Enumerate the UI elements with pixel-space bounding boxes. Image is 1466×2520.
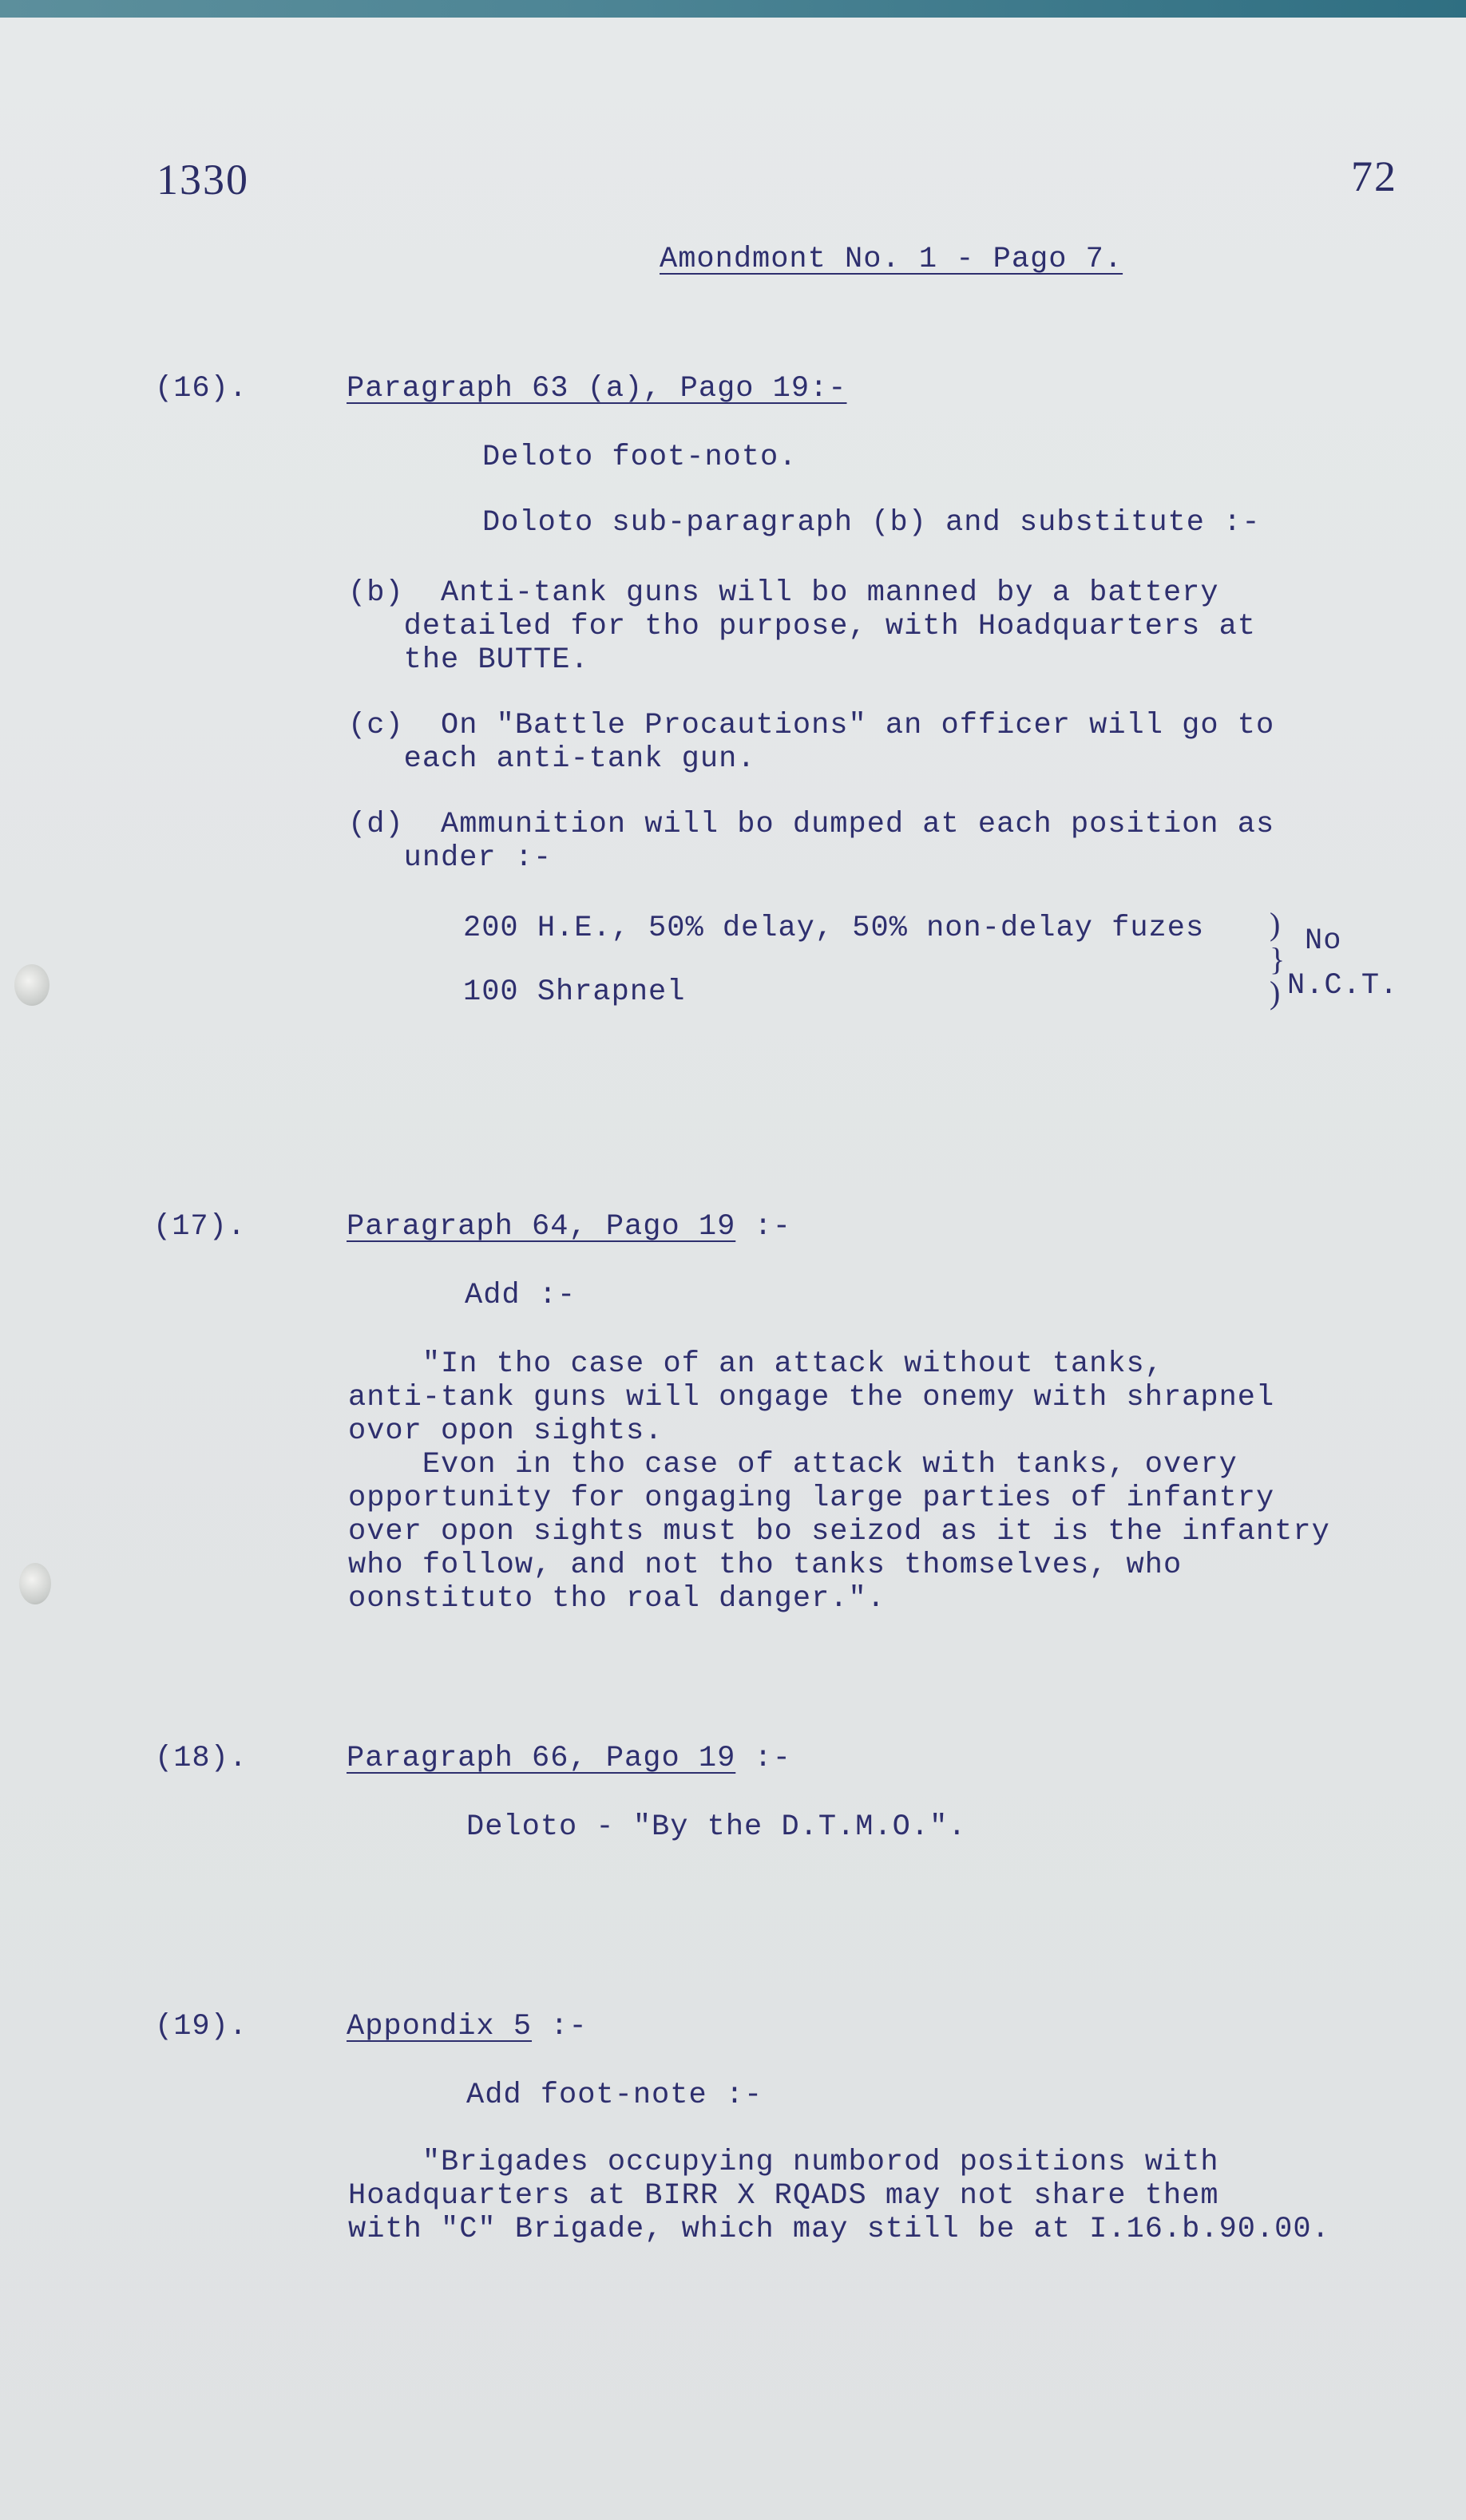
text-line: Hoadquarters at BIRR X RQADS may not share them: [348, 2179, 1219, 2213]
file-number: 1330: [157, 156, 249, 204]
punch-hole-bottom: [19, 1563, 51, 1604]
text-line: the BUTTE.: [348, 643, 589, 677]
item-number-16: (16).: [155, 372, 248, 405]
heading-suffix: :-: [735, 1210, 791, 1244]
item-number-19: (19).: [155, 2010, 248, 2043]
heading-text: Paragraph 66, Pago 19: [347, 1742, 736, 1775]
text-line: who follow, and not tho tanks thomselves, who: [348, 1549, 1183, 1582]
bracket-note: No: [1305, 924, 1342, 958]
heading-suffix: :-: [532, 2010, 588, 2043]
item-number-17: (17).: [153, 1210, 247, 1244]
text-line: under :-: [348, 841, 553, 875]
ammunition-line: 100 Shrapnel: [463, 975, 686, 1009]
page-number: 72: [1351, 152, 1397, 200]
heading-suffix: :-: [735, 1742, 791, 1775]
instruction-line: Doloto sub-paragraph (b) and substitute :-: [482, 506, 1261, 540]
text-line: "In tho case of an attack without tanks,: [348, 1347, 1163, 1381]
document-page: [0, 18, 1466, 2520]
instruction-line: Add foot-note :-: [466, 2079, 763, 2112]
text-line: Evon in tho case of attack with tanks, overy: [348, 1448, 1238, 1482]
text-line: detailed for tho purpose, with Hoadquarters at: [348, 610, 1256, 643]
text-line: with "C" Brigade, which may still be at I.16.b.90.00.: [348, 2213, 1330, 2246]
text-line: anti-tank guns will ongage the onemy with shrapnel: [348, 1381, 1275, 1414]
text-line: oonstituto tho roal danger.".: [348, 1582, 886, 1616]
instruction-line: Deloto foot-noto.: [482, 441, 798, 474]
text-line: over opon sights must bo seizod as it is the infantry: [348, 1515, 1330, 1549]
instruction-line: Add :-: [465, 1279, 576, 1312]
item-number-18: (18).: [155, 1742, 248, 1775]
punch-hole-top: [14, 964, 50, 1006]
text-line: each anti-tank gun.: [348, 742, 756, 776]
heading-text: Appondix 5: [347, 2010, 533, 2043]
instruction-line: Deloto - "By the D.T.M.O.".: [466, 1810, 967, 1844]
item-heading-19: [347, 2010, 588, 2043]
text-line: "Brigades occupying numborod positions with: [348, 2146, 1219, 2179]
bracket-mark: ): [1270, 906, 1281, 942]
bracket-mark: ): [1270, 975, 1281, 1011]
ammunition-line: 200 H.E., 50% delay, 50% non-delay fuzes: [463, 912, 1205, 945]
text-line: (d) Ammunition will bo dumped at each position as: [348, 808, 1275, 841]
text-line: opportunity for ongaging large parties of infantry: [348, 1482, 1275, 1515]
bracket-note: N.C.T.: [1287, 969, 1399, 1003]
text-line: ovor opon sights.: [348, 1414, 664, 1448]
heading-text: Paragraph 64, Pago 19: [347, 1210, 736, 1244]
page-title: Amondmont No. 1 - Pago 7.: [660, 243, 1123, 276]
item-heading-18: [347, 1742, 791, 1775]
text-line: (b) Anti-tank guns will bo manned by a battery: [348, 576, 1219, 610]
text-line: (c) On "Battle Procautions" an officer will go to: [348, 709, 1275, 742]
item-heading-16: Paragraph 63 (a), Pago 19:-: [347, 372, 847, 405]
item-heading-17: [347, 1210, 791, 1244]
bracket-mark: }: [1270, 941, 1286, 977]
